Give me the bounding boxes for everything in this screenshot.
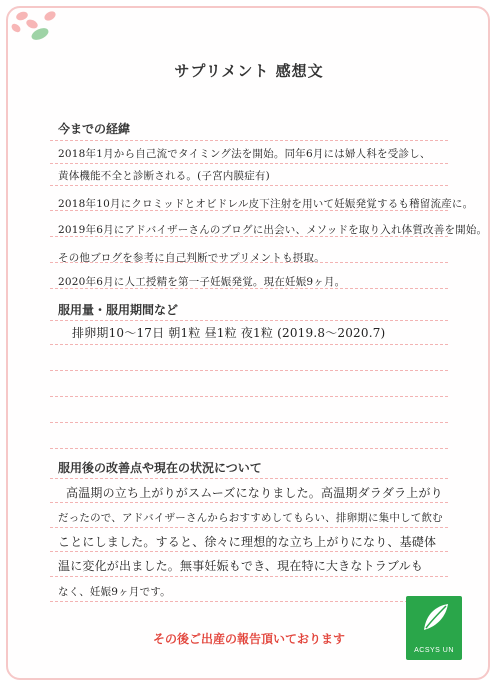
history-line: 2020年6月に人工授精を第一子妊娠発覚。現在妊娠9ヶ月。 xyxy=(58,276,346,288)
section-label-history: 今までの経緯 xyxy=(58,122,131,136)
leaf-icon xyxy=(406,596,462,636)
rule xyxy=(50,601,448,602)
footer-note: その後ご出産の報告頂いております xyxy=(152,632,345,646)
history-line: その他ブログを参考に自己判断でサプリメントも摂取。 xyxy=(58,252,325,264)
after-line: だったので、アドバイザーさんからおすすめしてもらい、排卵期に集中して飲む xyxy=(58,512,443,524)
history-line: 2018年10月にクロミッドとオビドレル皮下注射を用いて妊娠発覚するも稽留流産に。 xyxy=(58,198,474,210)
page-frame xyxy=(6,6,490,680)
rule xyxy=(50,185,448,186)
rule xyxy=(50,320,448,321)
history-line: 黄体機能不全と診断される。(子宮内膜症有) xyxy=(58,170,270,182)
section-label-after: 服用後の改善点や現在の状況について xyxy=(58,461,262,475)
rule xyxy=(50,576,448,577)
rule xyxy=(50,236,448,237)
rule xyxy=(50,502,448,503)
rule xyxy=(50,448,448,449)
history-line: 2018年1月から自己流でタイミング法を開始。同年6月には婦人科を受診し、 xyxy=(58,148,431,160)
dosage-line: 排卵期10〜17日 朝1粒 昼1粒 夜1粒 (2019.8〜2020.7) xyxy=(72,326,386,340)
after-line: 温に変化が出ました。無事妊娠もでき、現在特に大きなトラブルも xyxy=(58,559,424,573)
history-line: 2019年6月にアドバイザーさんのブログに出会い、メソッドを取り入れ体質改善を開始。 xyxy=(58,224,488,236)
rule xyxy=(50,210,448,211)
rule xyxy=(50,140,448,141)
after-line: なく、妊娠9ヶ月です。 xyxy=(58,586,171,598)
rule xyxy=(50,370,448,371)
rule xyxy=(50,262,448,263)
rule xyxy=(50,478,448,479)
page-title: サプリメント 感想文 xyxy=(174,62,324,80)
logo-text: ACSYS UN xyxy=(414,647,454,654)
acsys-logo xyxy=(406,596,462,660)
after-line: 高温期の立ち上がりがスムーズになりました。高温期ダラダラ上がり xyxy=(66,486,443,500)
flower-decoration xyxy=(8,4,68,48)
rule xyxy=(50,396,448,397)
rule xyxy=(50,527,448,528)
rule xyxy=(50,288,448,289)
after-line: ことにしました。すると、徐々に理想的な立ち上がりになり、基礎体 xyxy=(58,535,437,549)
rule xyxy=(50,551,448,552)
rule xyxy=(50,422,448,423)
section-label-dosage: 服用量・服用期間など xyxy=(58,303,179,317)
rule xyxy=(50,163,448,164)
rule xyxy=(50,344,448,345)
